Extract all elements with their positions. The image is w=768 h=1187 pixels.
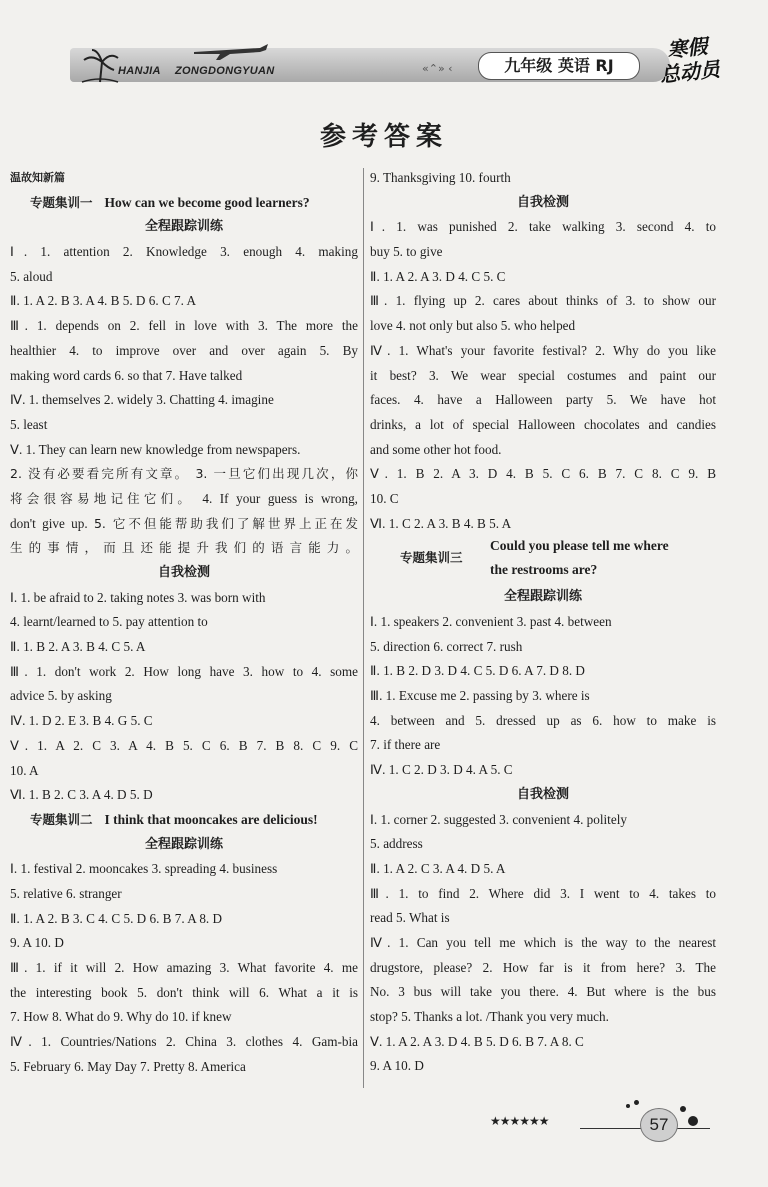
section-heading [370,536,716,585]
page-footer [490,1100,720,1150]
answer-line: Ⅰ. 1. be afraid to 2. taking notes 3. was born with [10,589,266,605]
section-heading [10,191,358,216]
answer-text-cn: 5. 它不但能帮助我们了解世界上正在发 [93,515,358,531]
section-heading-label: 专题集训一 [30,194,93,210]
header-pinyin-left: HANJIA [118,65,161,77]
answer-line: Ⅴ. 1. A 2. A 3. D 4. B 5. D 6. B 7. A 8. C [370,1033,584,1049]
answer-line: Ⅰ. 1. speakers 2. convenient 3. past 4. between [370,614,612,629]
answer-line: Ⅱ. 1. B 2. D 3. D 4. C 5. D 6. A 7. D 8. D [370,663,585,679]
left-answer-column [10,166,358,1079]
part-heading: 温故知新篇 [10,171,65,184]
answer-line: 7. if there are [370,737,441,753]
answer-line: 9. A 10. D [10,935,64,951]
answer-line: Ⅳ. 1. C 2. D 3. D 4. A 5. C [370,762,513,778]
subsection-heading: 自我检测 [157,565,210,580]
answer-line: Ⅱ. 1. A 2. B 3. A 4. B 5. D 6. C 7. A [10,293,197,309]
answer-line [10,487,358,512]
answer-line: Ⅰ. 1. was punished 2. take walking 3. second 4. to [370,219,716,235]
page-number: 57 [640,1108,678,1142]
answer-line: healthier 4. to improve over and over again 5. By [10,342,358,358]
answer-line: read 5. What is [370,910,450,926]
answer-line: 5. address [370,836,423,852]
answer-line: 5. direction 6. correct 7. rush [370,638,523,654]
series-logo: 寒假 总动员 [658,34,721,88]
answer-line: 2. 没有必要看完所有文章。 3. 一旦它们出现几次，你 [10,466,358,482]
answer-line: No. 3 bus will take you there. 4. But where is the bus [370,984,716,1000]
answer-line: Ⅲ. 1. flying up 2. cares about thinks of 3. to show our [370,293,716,309]
answer-line: Ⅲ. 1. depends on 2. fell in love with 3. The more the [10,318,358,334]
subsection-heading: 自我检测 [516,786,569,802]
grade-subject-label: 九年级 英语 RJ [478,52,640,80]
header-pinyin-right: ZONGDONGYUAN [175,65,275,77]
answer-line: 9. A 10. D [370,1058,424,1074]
header-arrows: «⌃» ‹ [422,62,453,75]
subsection-heading: 全程跟踪训练 [144,836,223,852]
answer-line: 4. learnt/learned to 5. pay attention to [10,614,208,630]
star-rating-decoration: ★★★★★★ [490,1114,549,1128]
right-answer-column [370,166,716,1079]
section-heading-title: the restrooms are? [490,562,598,578]
section-heading-title: How can we become good learners? [104,194,310,210]
answer-line: and some other hot food. [370,441,502,457]
subsection-heading: 自我检测 [516,194,569,210]
section-heading-title: I think that mooncakes are delicious! [104,811,318,827]
answer-line [10,512,358,537]
palm-tree-icon [80,48,120,84]
answer-line: the interesting book 5. don't think will 6. What a it is [10,984,358,1000]
answer-line: faces. 4. have a Halloween party 5. We have hot [370,392,716,408]
decor-dot [680,1106,686,1112]
subsection-heading: 全程跟踪训练 [503,589,582,605]
answer-line: 5. relative 6. stranger [10,885,122,901]
answer-text-en: 4. If your guess is wrong, [202,490,358,506]
section-heading-label: 专题集训三 [400,550,463,566]
answer-line: Ⅳ. 1. What's your favorite festival? 2. Why do you like [370,342,716,358]
answer-line: Ⅱ. 1. A 2. C 3. A 4. D 5. A [370,860,506,876]
answer-line: love 4. not only but also 5. who helped [370,318,576,334]
decor-dot [634,1100,639,1105]
answer-line: 5. aloud [10,268,53,284]
section-heading-label: 专题集训二 [30,811,93,827]
answer-line: Ⅳ. 1. Countries/Nations 2. China 3. clothes 4. Gam-bia [10,1034,358,1050]
answer-line: Ⅰ. 1. attention 2. Knowledge 3. enough 4. making [10,244,358,260]
subsection-heading: 全程跟踪训练 [144,219,223,235]
answer-line: Ⅲ. 1. don't work 2. How long have 3. how to 4. some [10,663,358,679]
answer-line: 5. February 6. May Day 7. Pretty 8. America [10,1058,246,1074]
answer-line: drinks, a lot of special Halloween chocolates and candies [370,416,716,432]
answer-line: drugstore, please? 2. How far is it from here? 3. The [370,959,716,975]
answer-line: buy 5. to give [370,244,443,260]
answer-line: Ⅱ. 1. A 2. B 3. C 4. C 5. D 6. B 7. A 8. D [10,910,223,926]
decor-dot [688,1116,698,1126]
answer-line: 9. Thanksgiving 10. fourth [370,170,511,185]
answer-line: 5. least [10,416,48,432]
answer-line: Ⅵ. 1. C 2. A 3. B 4. B 5. A [370,515,512,531]
page-header [70,34,730,95]
decor-dot [626,1104,630,1108]
answer-line: Ⅰ. 1. corner 2. suggested 3. convenient 4. politely [370,811,627,827]
answer-line: Ⅱ. 1. B 2. A 3. B 4. C 5. A [10,639,146,655]
answer-line: advice 5. by asking [10,688,112,704]
answer-line: Ⅱ. 1. A 2. A 3. D 4. C 5. C [370,268,506,284]
answer-line: 生的事情，而且还能提升我们的语言能力。 [10,540,358,556]
answer-line: Ⅴ. 1. A 2. C 3. A 4. B 5. C 6. B 7. B 8. C 9. C [10,737,358,753]
answer-text-en: don't give up. [10,515,94,531]
section-heading [10,808,358,833]
answer-line: Ⅲ. 1. to find 2. Where did 3. I went to 4. takes to [370,885,716,901]
answer-line: 7. How 8. What do 9. Why do 10. if knew [10,1009,232,1025]
answer-line: Ⅴ. 1. They can learn new knowledge from newspapers. [10,441,301,457]
answer-line: Ⅳ. 1. themselves 2. widely 3. Chatting 4. imagine [10,392,274,408]
answer-line: Ⅳ. 1. Can you tell me which is the way to the nearest [370,934,716,950]
answer-line: 4. between and 5. dressed up as 6. how to make is [370,712,716,728]
answer-line: Ⅰ. 1. festival 2. mooncakes 3. spreading 4. business [10,861,278,877]
answer-line: Ⅵ. 1. B 2. C 3. A 4. D 5. D [10,787,153,803]
answer-line: Ⅲ. 1. if it will 2. How amazing 3. What favorite 4. me [10,960,358,975]
answer-line: Ⅳ. 1. D 2. E 3. B 4. G 5. C [10,713,153,729]
answer-text-cn: 将会很容易地记住它们。 [10,490,203,506]
answer-line: Ⅴ. 1. B 2. A 3. D 4. B 5. C 6. B 7. C 8. C 9. B [370,466,716,482]
page-title: 参考答案 [319,122,448,152]
answer-line: it best? 3. We wear special costumes and paint our [370,367,716,383]
column-divider [363,168,364,1088]
answer-line: making word cards 6. so that 7. Have talked [10,367,243,383]
answer-line: 10. A [10,762,39,778]
answer-line: 10. C [370,490,399,506]
airplane-icon [190,40,270,62]
section-heading-title: Could you please tell me where [490,538,669,554]
answer-line: Ⅲ. 1. Excuse me 2. passing by 3. where is [370,688,590,704]
answer-line: stop? 5. Thanks a lot. /Thank you very much. [370,1009,609,1024]
